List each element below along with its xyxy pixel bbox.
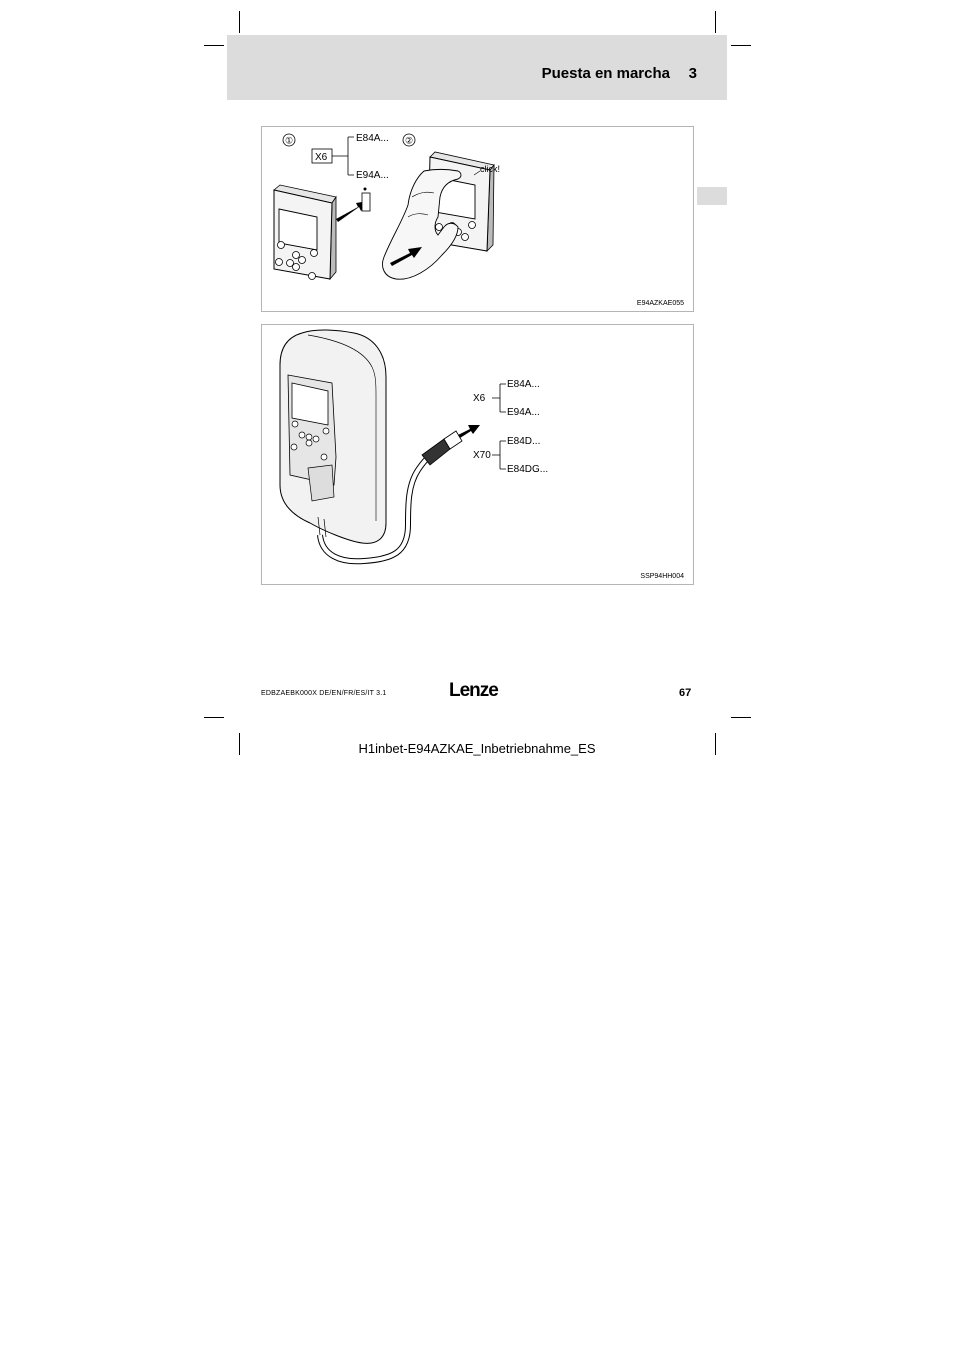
handheld-casing: [280, 330, 386, 543]
figure-code: SSP94HH004: [640, 573, 684, 580]
step-2-number: ②: [404, 135, 414, 146]
crop-mark: [204, 717, 224, 718]
plug-arrow: [458, 425, 480, 438]
step-1-number: ①: [284, 135, 294, 146]
label-e84d: E84D...: [507, 436, 541, 447]
page-header: [227, 35, 727, 100]
label-e94a: E94A...: [356, 170, 389, 181]
rj45-plug: [422, 431, 462, 465]
keypad-device-1: [274, 185, 336, 280]
section-title: Puesta en marcha: [541, 65, 670, 82]
page-number: 67: [679, 687, 692, 699]
label-e84dg: E84DG...: [507, 464, 549, 475]
figure-code: E94AZKAE055: [636, 300, 684, 307]
crop-mark: [731, 45, 751, 46]
keypad-mounting-illustration: [262, 127, 695, 313]
label-e84a: E84A...: [356, 133, 389, 144]
x6-label: X6: [473, 393, 486, 404]
x70-label: X70: [473, 450, 491, 461]
click-label: click!: [480, 164, 500, 174]
chapter-number: 3: [688, 65, 697, 82]
bracket-lines: [332, 137, 354, 175]
label-e84a: E84A...: [507, 379, 540, 390]
crop-mark: [204, 45, 224, 46]
lenze-logo: Lenze: [449, 680, 498, 701]
chapter-side-tab: [697, 187, 727, 205]
crop-mark: [715, 11, 716, 33]
keypad-cable-illustration: [262, 325, 695, 586]
label-e94a: E94A...: [507, 407, 540, 418]
crop-mark: [239, 11, 240, 33]
print-job-name: H1inbet-E94AZKAE_Inbetriebnahme_ES: [358, 741, 596, 756]
figure-keypad-cable-connection: [261, 324, 694, 585]
x6-socket: [362, 193, 370, 211]
x6-label: X6: [315, 152, 328, 163]
figure-keypad-mounting: [261, 126, 694, 312]
document-info: EDBZAEBK000X DE/EN/FR/ES/IT 3.1: [261, 690, 387, 697]
crop-mark: [731, 717, 751, 718]
